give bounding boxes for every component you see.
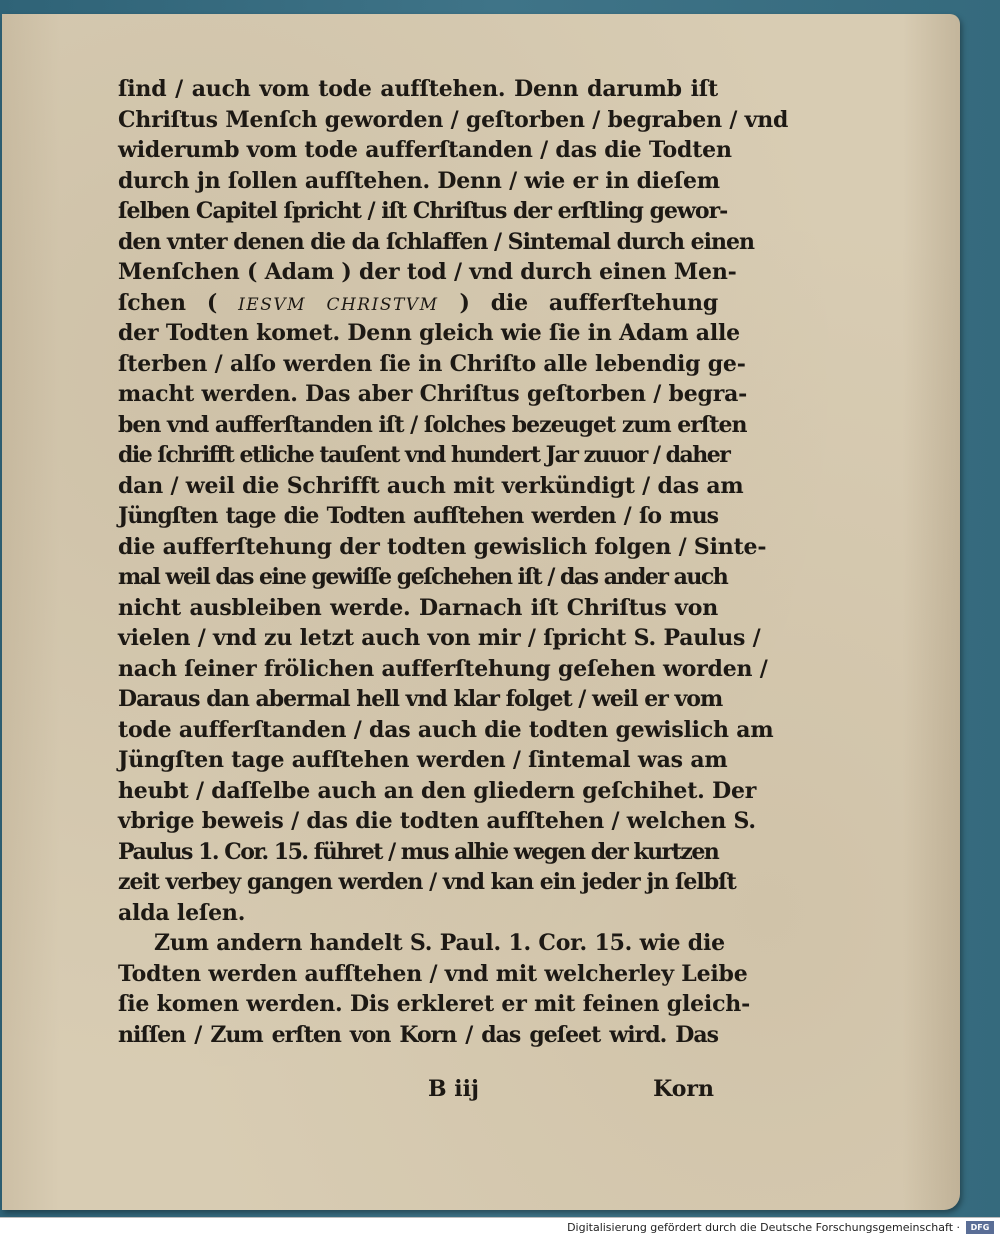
funding-text: Digitalisierung gefördert durch die Deutsche Forschungsgemeinschaft · — [567, 1221, 960, 1234]
text-line-24: heubt / daſſelbe auch an den gliedern geſchihet. Der — [118, 777, 757, 804]
text-line-2: Chriſtus Menſch geworden / geſtorben / begraben / vnd — [118, 106, 789, 133]
body-text — [118, 74, 789, 1050]
text-line-6: den vnter denen die da ſchlaffen / Sintemal durch einen — [118, 228, 754, 255]
text-line-23: Jüngſten tage aufſtehen werden / ſintemal was am — [118, 747, 728, 773]
text-line-18: nicht ausbleiben werde. Darnach iſt Chriſtus von — [118, 594, 718, 621]
text-line-11: macht werden. Das aber Chriſtus geſtorben / begra- — [118, 381, 748, 407]
text-line-21: Daraus dan abermal hell vnd klar folget / weil er vom — [118, 686, 723, 712]
text-line-15: Jüngſten tage die Todten aufſtehen werden / ſo mus — [118, 503, 718, 529]
text-line-5: ſelben Capitel ſpricht / iſt Chriſtus der erſtling gewor- — [118, 198, 728, 224]
text-line-9: der Todten komet. Denn gleich wie ſie in Adam alle — [118, 320, 740, 346]
text-line-3: widerumb vom tode aufferſtanden / das die Todten — [118, 137, 732, 163]
text-line-10: ſterben / alſo werden ſie in Chriſto alle lebendig ge- — [118, 350, 746, 377]
signature-mark: B iij — [428, 1076, 479, 1102]
text-line-16: die aufferſtehung der todten gewislich folgen / Sinte- — [118, 533, 767, 560]
text-line-8-prefix: ſchen ( — [118, 289, 218, 316]
text-line-12: ben vnd aufferſtanden iſt / ſolches bezeuget zum erſten — [118, 411, 747, 438]
text-line-25: vbrige beweis / das die todten aufſtehen / welchen S. — [118, 808, 756, 834]
catchword: Korn — [653, 1076, 714, 1102]
text-line-8 — [118, 288, 718, 319]
text-line-32: niſſen / Zum erſten von Korn / das geſeet wird. Das — [118, 1021, 718, 1048]
text-line-19: vielen / vnd zu letzt auch von mir / ſpricht S. Paulus / — [118, 625, 761, 651]
text-line-14: dan / weil die Schrifft auch mit verkündigt / das am — [118, 472, 744, 499]
text-line-28: alda leſen. — [118, 899, 246, 926]
text-line-4: durch jn ſollen aufſtehen. Denn / wie er in dieſem — [118, 167, 720, 194]
antiqua-name: IESVM CHRISTVM — [238, 294, 439, 315]
book-page — [2, 14, 960, 1210]
text-line-20: nach ſeiner frölichen aufferſtehung geſehen worden / — [118, 655, 768, 682]
text-line-8-suffix: ) die aufferſtehung — [459, 289, 719, 316]
text-line-31: ſie komen werden. Dis erkleret er mit feinen gleich- — [118, 991, 751, 1017]
text-line-22: tode aufferſtanden / das auch die todten gewislich am — [118, 716, 774, 743]
text-line-30: Todten werden aufſtehen / vnd mit welcherley Leibe — [118, 960, 748, 987]
page-footer — [118, 1076, 718, 1106]
dfg-logo-icon: DFG — [966, 1221, 994, 1234]
text-line-13: die ſchrifft etliche tauſent vnd hundert Jar zuuor / daher — [118, 442, 730, 468]
funding-banner — [0, 1217, 1000, 1237]
text-line-29: Zum andern handelt S. Paul. 1. Cor. 15. wie die — [154, 930, 725, 956]
text-line-26: Paulus 1. Cor. 15. führet / mus alhie wegen der kurtzen — [118, 838, 719, 865]
text-line-1: ſind / auch vom tode aufſtehen. Denn darumb iſt — [118, 76, 718, 102]
text-line-17: mal weil das eine gewiſſe geſchehen iſt / das ander auch — [118, 564, 728, 590]
text-line-27: zeit verbey gangen werden / vnd kan ein jeder jn ſelbſt — [118, 869, 736, 895]
text-line-7: Menſchen ( Adam ) der tod / vnd durch einen Men- — [118, 259, 737, 285]
